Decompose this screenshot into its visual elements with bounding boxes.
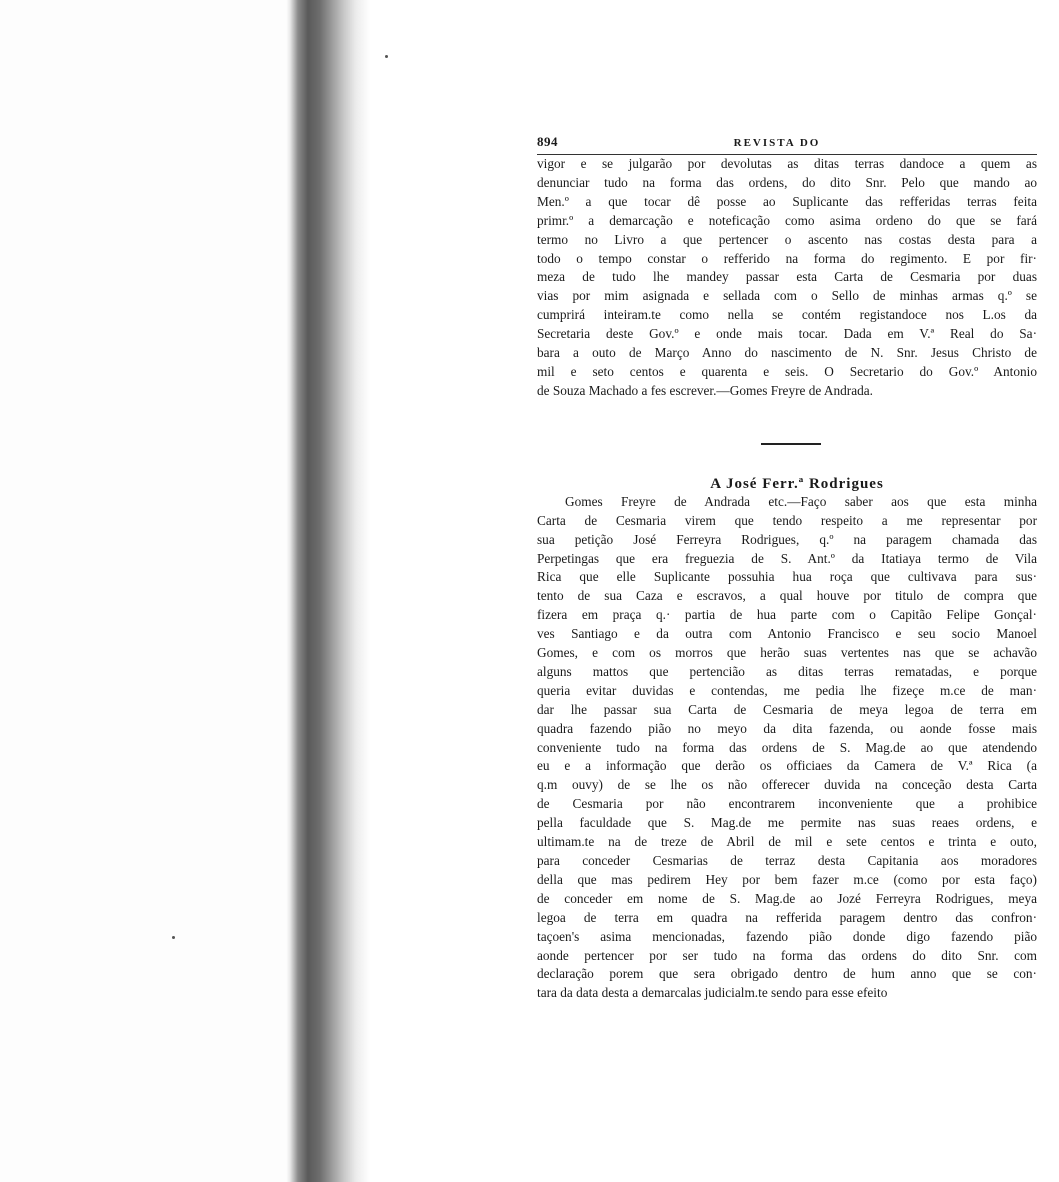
- text-line: Rica que elle Suplicante possuhia hua roça que cultivava para sus·: [537, 569, 1037, 585]
- text-line: vias por mim asignada e sellada com o Sello de minhas armas q.º se: [537, 288, 1037, 304]
- text-line: termo no Livro a que pertencer o ascento nas costas desta para a: [537, 231, 1037, 247]
- text-line: taçoen's asima mencionadas, fazendo pião donde digo fazendo pião: [537, 928, 1037, 944]
- text-line: de Souza Machado a fes escrever.—Gomes Freyre de Andrada.: [537, 382, 873, 398]
- text-line: mil e seto centos e quarenta e seis. O Secretario do Gov.º Antonio: [537, 363, 1037, 379]
- text-line: pella faculdade que S. Mag.de me permite nas suas reaes ordens, e: [537, 815, 1037, 831]
- text-line: ultimam.te na de treze de Abril de mil e sete centos e trinta e outo,: [537, 834, 1037, 850]
- text-line: denunciar tudo na forma das ordens, do dito Snr. Pelo que mando ao: [537, 174, 1037, 190]
- paragraph-letter: [537, 493, 1037, 1003]
- text-line: de Cesmaria por não encontrarem inconveniente que a prohibice: [537, 796, 1037, 812]
- text-line: meza de tudo lhe mandey passar esta Carta de Cesmaria por duas: [537, 269, 1037, 285]
- section-divider: [761, 443, 821, 445]
- page-header: [537, 134, 1037, 155]
- running-title: REVISTA DO: [733, 137, 821, 149]
- text-line: conveniente tudo na forma das ordens de S. Mag.de ao que atendendo: [537, 739, 1037, 755]
- text-line: eu e a informação que derão os officiaes da Camera de V.ª Rica (a: [537, 758, 1037, 774]
- facing-page-edge: [0, 0, 290, 1182]
- text-line: cumprirá inteiram.te como nella se contém registandoce nos L.os da: [537, 307, 1037, 323]
- text-line: aonde pertencer por ser tudo na forma das ordens do dito Snr. com: [537, 947, 1037, 963]
- text-line: bara a outo de Março Anno do nascimento de N. Snr. Jesus Christo de: [537, 345, 1037, 361]
- text-line: tara da data desta a demarcalas judicialm.te sendo para esse efeito: [537, 985, 888, 1001]
- text-line: Perpetingas que era freguezia de S. Ant.º da Itatiaya termo de Vila: [537, 550, 1037, 566]
- text-line: Gomes, e com os morros que herão suas vertentes nas que se achavão: [537, 645, 1037, 661]
- text-line: primr.º a demarcação e noteficação como asima ordeno do que se fará: [537, 212, 1037, 228]
- text-line: vigor e se julgarão por devolutas as ditas terras dandoce a quem as: [537, 156, 1037, 171]
- text-line: q.m ouvy) de se lhe os não offerecer duvida na conceção desta Carta: [537, 777, 1037, 793]
- text-line: Gomes Freyre de Andrada etc.—Faço saber aos que esta minha: [565, 493, 1037, 509]
- text-line: para conceder Cesmarias de terraz desta Capitania aos moradores: [537, 853, 1037, 868]
- scan-speck: [172, 936, 175, 939]
- text-line: Men.º a que tocar dê posse ao Suplicante das refferidas terras feita: [537, 193, 1037, 209]
- page: [537, 134, 1037, 1003]
- text-line: declaração porem que sera obrigado dentro de hum anno que se con·: [537, 966, 1037, 982]
- text-line: de conceder em nome de S. Mag.de ao Jozé Ferreyra Rodrigues, meya: [537, 890, 1037, 906]
- text-line: della que mas pedirem Hey por bem fazer m.ce (como por esta faço): [537, 871, 1037, 887]
- paragraph-continued: [537, 155, 1037, 401]
- page-number: 894: [537, 134, 558, 149]
- text-line: fizera em praça q.· partia de hua parte com o Capitão Felipe Gonçal·: [537, 607, 1037, 623]
- text-line: todo o tempo constar o refferido na forma do regimento. E por fir·: [537, 250, 1037, 266]
- text-line: queria evitar duvidas e contendas, me pedia lhe fizeçe m.ce de man·: [537, 682, 1037, 698]
- text-line: legoa de terra em quadra na refferida paragem dentro das confron·: [537, 909, 1037, 925]
- book-gutter-shadow: [286, 0, 370, 1182]
- text-line: dar lhe passar sua Carta de Cesmaria de meya legoa de terra em: [537, 701, 1037, 717]
- text-line: sua petição José Ferreyra Rodrigues, q.º na paragem chamada das: [537, 531, 1037, 547]
- text-line: alguns mattos que pertencião as ditas terras rematadas, e porque: [537, 663, 1037, 679]
- text-line: Carta de Cesmaria virem que tendo respeito a me representar por: [537, 512, 1037, 528]
- text-line: ves Santiago e da outra com Antonio Francisco e seu socio Manoel: [537, 626, 1037, 642]
- text-line: Secretaria deste Gov.º e onde mais tocar. Dada em V.ª Real do Sa·: [537, 326, 1037, 342]
- text-line: quadra fazendo pião no meyo da dita fazenda, ou aonde fosse mais: [537, 720, 1037, 736]
- scan-speck: [385, 55, 388, 58]
- text-line: tento de sua Caza e escravos, a qual houve por titulo de compra que: [537, 588, 1037, 604]
- section-title: A José Ferr.ª Rodrigues: [710, 475, 884, 492]
